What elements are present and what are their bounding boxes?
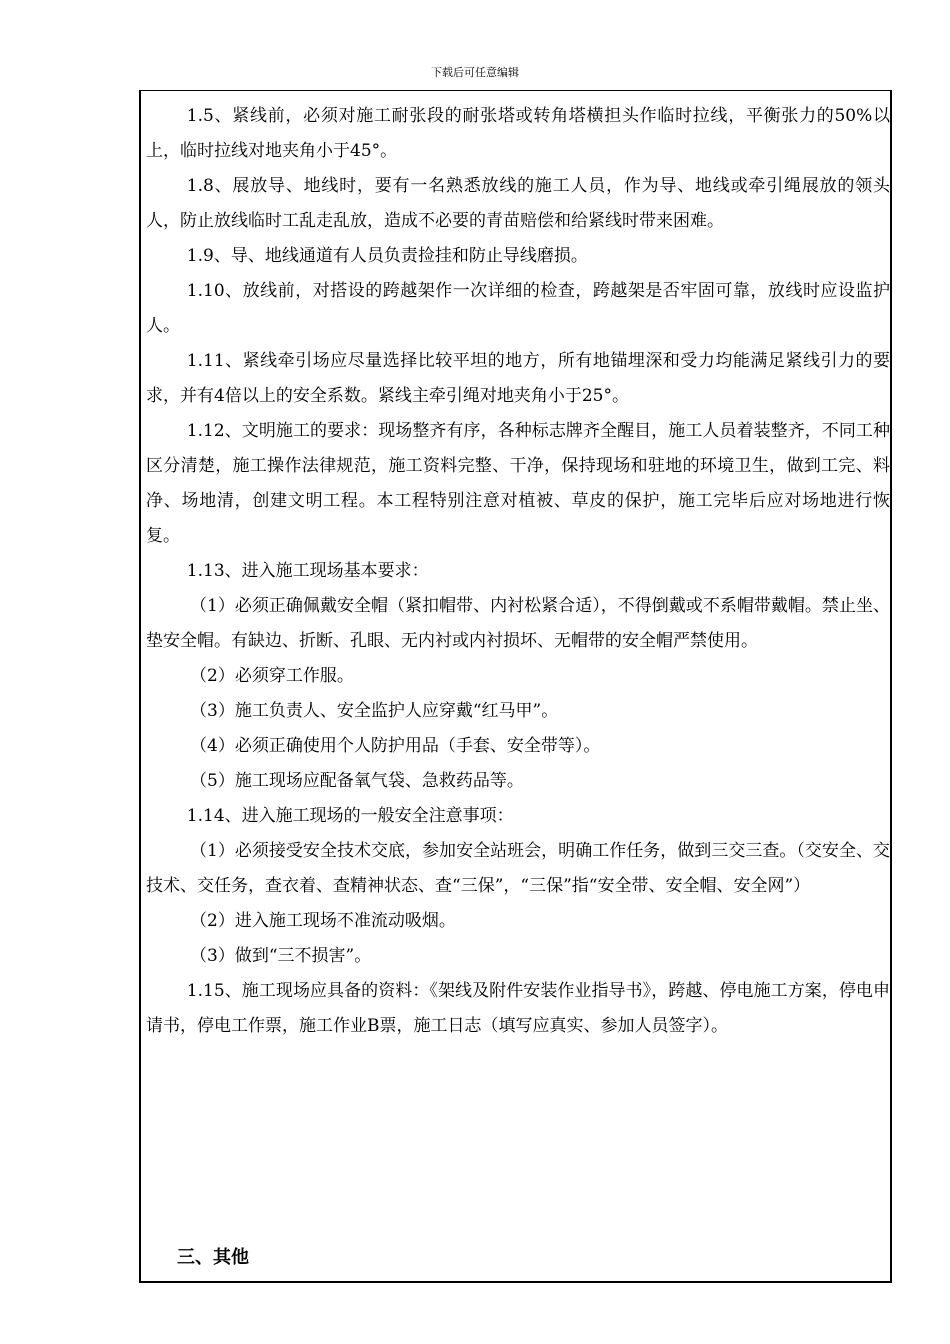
list-item-1-14-3: （3）做到“三不损害”。 <box>190 946 372 966</box>
paragraph-1-13: 1.13、进入施工现场基本要求： <box>186 561 429 581</box>
list-item-1-13-2: （2）必须穿工作服。 <box>190 666 354 686</box>
paragraph-1-14: 1.14、进入施工现场的一般安全注意事项： <box>186 806 514 826</box>
paragraph-1-10: 1.10、放线前，对搭设的跨越架作一次详细的检查，跨越架是否牢固可靠，放线时应设监护人。 <box>146 281 890 336</box>
paragraph-1-9: 1.9、导、地线通道有人员负责捡挂和防止导线磨损。 <box>186 246 588 266</box>
paragraph-1-11: 1.11、紧线牵引场应尽量选择比较平坦的地方，所有地锚埋深和受力均能满足紧线引力的要求，并有4倍以上的安全系数。紧线主牵引绳对地夹角小于25°。 <box>146 351 890 406</box>
section-heading: 三、其他 <box>177 1247 249 1268</box>
paragraph-1-8: 1.8、展放导、地线时，要有一名熟悉放线的施工人员，作为导、地线或牵引绳展放的领头人，防止放线临时工乱走乱放，造成不必要的青苗赔偿和给紧线时带来困难。 <box>146 176 890 231</box>
list-item-1-13-1: （1）必须正确佩戴安全帽（紧扣帽带、内衬松紧合适），不得倒戴或不系帽带戴帽。禁止坐、垫安全帽。有缺边、折断、孔眼、无内衬或内衬损坏、无帽带的安全帽严禁使用。 <box>146 596 890 651</box>
paragraph-1-12: 1.12、文明施工的要求：现场整齐有序，各种标志牌齐全醒目，施工人员着装整齐，不同工种区分清楚，施工操作法律规范，施工资料完整、干净，保持现场和驻地的环境卫生，做到工完、料净、场地清，创建文明工程。本工程特别注意对植被、草皮的保护，施工完毕后应对场地进行恢复。 <box>146 421 890 546</box>
list-item-1-13-4: （4）必须正确使用个人防护用品（手套、安全带等）。 <box>190 736 601 756</box>
list-item-1-14-2: （2）进入施工现场不准流动吸烟。 <box>190 911 456 931</box>
paragraph-1-15: 1.15、施工现场应具备的资料：《架线及附件安装作业指导书》，跨越、停电施工方案，停电申请书，停电工作票，施工作业B票，施工日志（填写应真实、参加人员签字）。 <box>146 981 890 1036</box>
paragraph-1-5: 1.5、紧线前，必须对施工耐张段的耐张塔或转角塔横担头作临时拉线，平衡张力的50%以上，临时拉线对地夹角小于45°。 <box>146 106 890 161</box>
list-item-1-13-3: （3）施工负责人、安全监护人应穿戴“红马甲”。 <box>190 701 559 721</box>
page-header: 下载后可任意编辑 <box>431 66 519 79</box>
list-item-1-14-1: （1）必须接受安全技术交底，参加安全站班会，明确工作任务，做到三交三查。（交安全、交技术、交任务，查衣着、查精神状态、查“三保”，“三保”指“安全带、安全帽、安全网”） <box>146 841 890 896</box>
document-body <box>146 99 890 1044</box>
list-item-1-13-5: （5）施工现场应配备氧气袋、急救药品等。 <box>190 771 524 791</box>
document-frame <box>139 90 892 1283</box>
